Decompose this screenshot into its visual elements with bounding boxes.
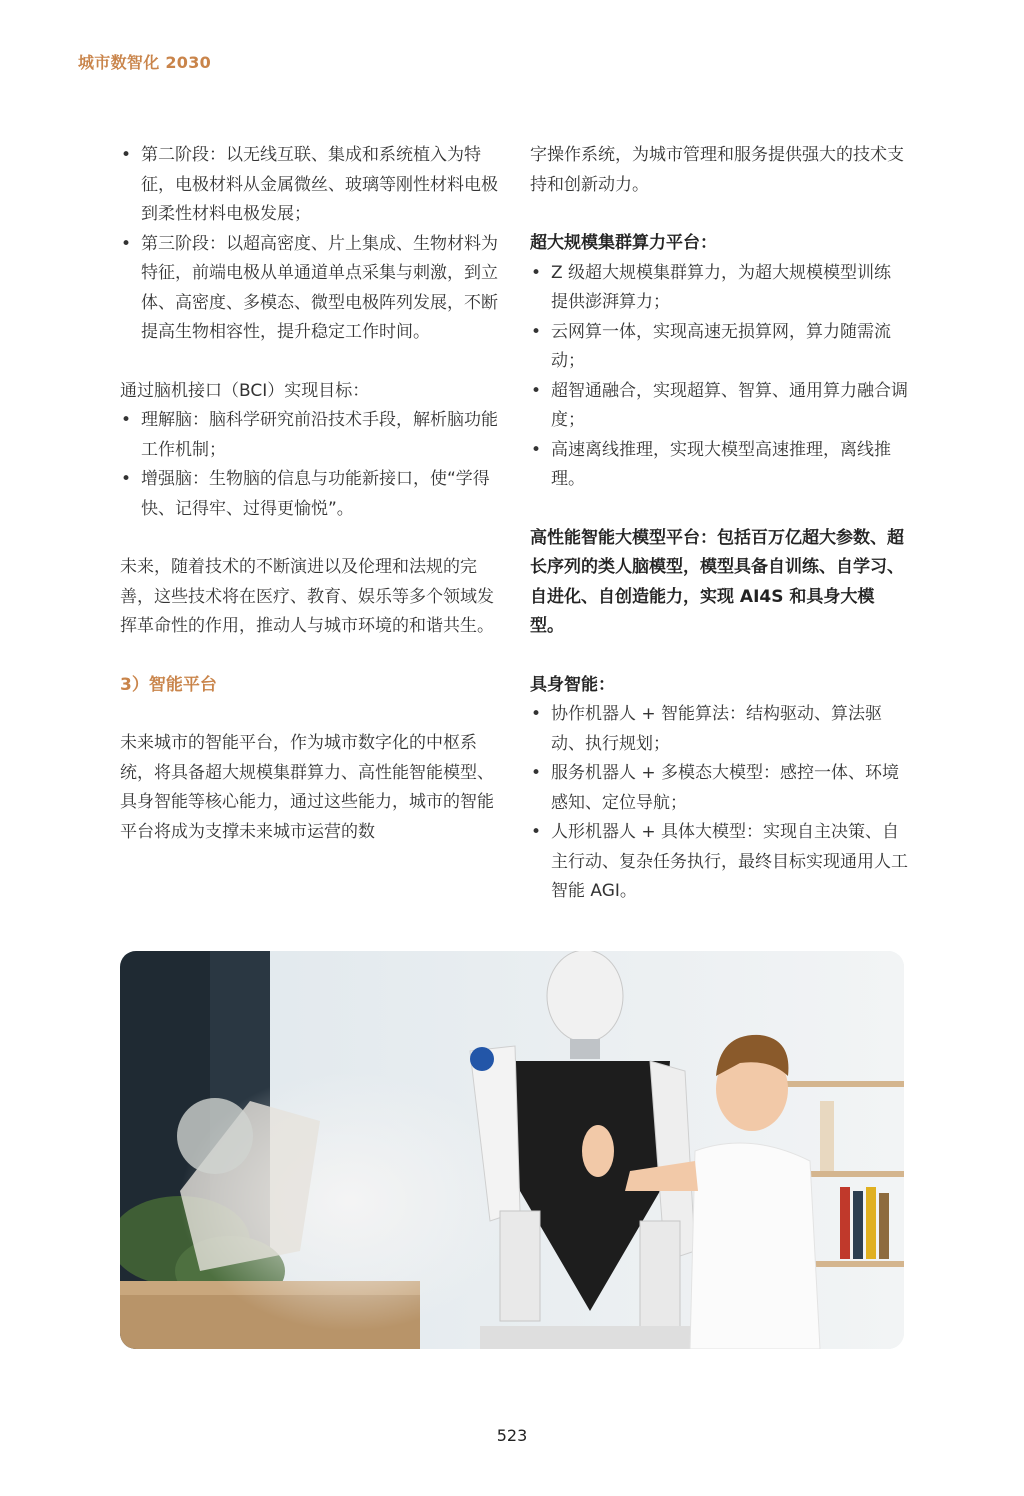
left-column bbox=[120, 141, 498, 847]
future-paragraph: 未来，随着技术的不断演进以及伦理和法规的完善，这些技术将在医疗、教育、娱乐等多个领域发挥革命性的作用，推动人与城市环境的和谐共生。 bbox=[120, 557, 494, 636]
list-item: • 人形机器人 + 具体大模型：实现自主决策、自主行动、复杂任务执行，最终目标实现通用人工智能 AGI。 bbox=[530, 818, 908, 907]
model-paragraph: 高性能智能大模型平台：包括百万亿超大参数、超长序列的类人脑模型，模型具备自训练、自学习、自进化、自创造能力，实现 AI4S 和具身大模型。 bbox=[530, 527, 904, 636]
embodied-list bbox=[530, 700, 908, 907]
embodied-heading: 具身智能： bbox=[530, 674, 615, 695]
platform-paragraph: 未来城市的智能平台，作为城市数字化的中枢系统，将具备超大规模集群算力、高性能智能模型、具身智能等核心能力，通过这些能力，城市的智能平台将成为支撑未来城市运营的数 bbox=[120, 733, 494, 842]
list-item: • Z 级超大规模集群算力，为超大规模模型训练提供澎湃算力； bbox=[530, 259, 908, 318]
bci-goal-list bbox=[120, 406, 498, 524]
robot-photo bbox=[120, 951, 904, 1349]
running-head: 城市数智化 2030 bbox=[78, 53, 212, 72]
list-item: • 增强脑：生物脑的信息与功能新接口，使“学得快、记得牢、过得更愉悦”。 bbox=[120, 465, 498, 524]
compute-list bbox=[530, 259, 908, 495]
list-item: • 协作机器人 + 智能算法：结构驱动、算法驱动、执行规划； bbox=[530, 700, 908, 759]
stage-list bbox=[120, 141, 498, 348]
list-item: • 第二阶段：以无线互联、集成和系统植入为特征，电极材料从金属微丝、玻璃等刚性材料电极到柔性材料电极发展； bbox=[120, 141, 498, 230]
bci-intro: 通过脑机接口（BCI）实现目标： bbox=[120, 380, 370, 401]
list-item: • 超智通融合，实现超算、智算、通用算力融合调度； bbox=[530, 377, 908, 436]
list-item: • 理解脑：脑科学研究前沿技术手段，解析脑功能工作机制； bbox=[120, 406, 498, 465]
compute-heading: 超大规模集群算力平台： bbox=[530, 233, 717, 253]
page-number: 523 bbox=[496, 1426, 528, 1445]
list-item: • 云网算一体，实现高速无损算网，算力随需流动； bbox=[530, 318, 908, 377]
robot-child-illustration bbox=[120, 951, 904, 1349]
list-item: • 第三阶段：以超高密度、片上集成、生物材料为特征，前端电极从单通道单点采集与刺激，到立体、高密度、多模态、微型电极阵列发展，不断提高生物相容性，提升稳定工作时间。 bbox=[120, 230, 498, 348]
continuation-paragraph: 字操作系统，为城市管理和服务提供强大的技术支持和创新动力。 bbox=[530, 145, 904, 195]
right-column bbox=[530, 141, 908, 907]
section-heading: 3）智能平台 bbox=[120, 674, 217, 695]
list-item: • 高速离线推理，实现大模型高速推理，离线推理。 bbox=[530, 436, 908, 495]
list-item: • 服务机器人 + 多模态大模型：感控一体、环境感知、定位导航； bbox=[530, 759, 908, 818]
